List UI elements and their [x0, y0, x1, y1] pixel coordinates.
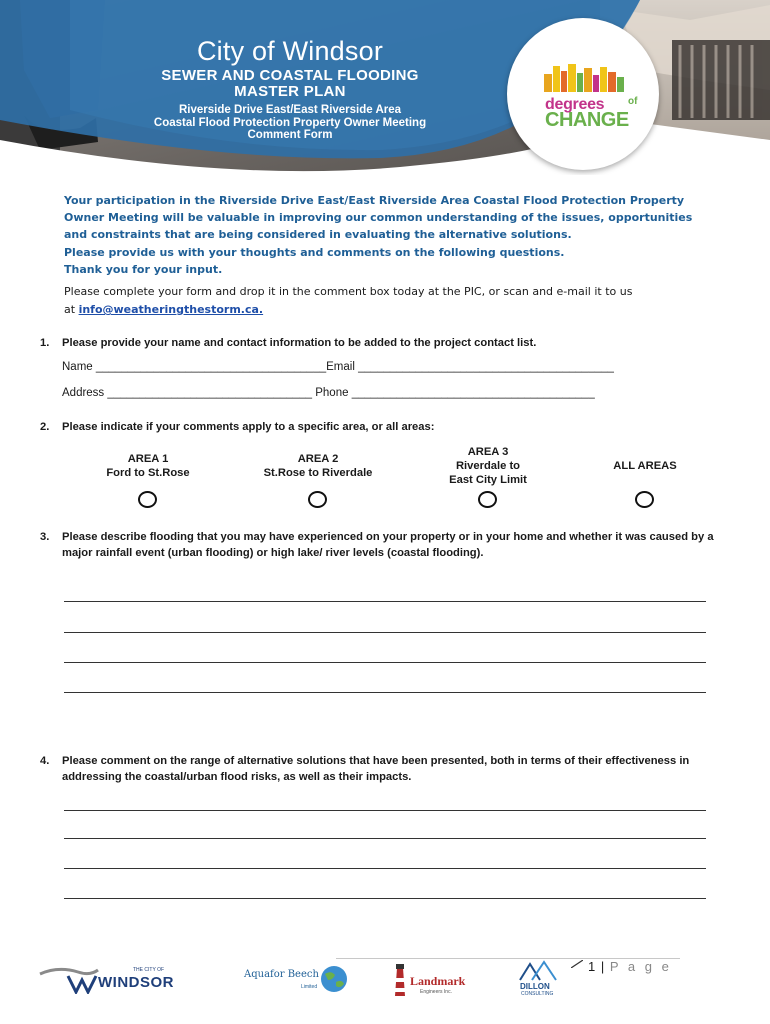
landmark-subtext: Engineers Inc.	[420, 989, 452, 995]
area-range: Ford to St.Rose	[106, 467, 190, 479]
q4-answer-line-1[interactable]	[64, 810, 706, 811]
windsor-small-text: THE CITY OF	[133, 967, 165, 973]
aquafor-beech-logo	[243, 962, 353, 996]
question-number: 2.	[40, 421, 50, 433]
question-text: Please indicate if your comments apply to a specific area, or all areas:	[62, 421, 435, 433]
skyline-icon	[540, 62, 630, 92]
globe-icon	[319, 964, 349, 994]
address-phone-field[interactable]: Address ________________________________ Phone ______________________________________	[62, 387, 595, 399]
slash-icon	[571, 960, 583, 968]
area-2-radio[interactable]	[308, 491, 327, 508]
logo-word-degrees: degrees	[545, 96, 605, 113]
area-title: AREA 1	[127, 453, 169, 465]
aquafor-wordmark: Aquafor Beech	[244, 969, 319, 980]
plan-title-line-1: SEWER AND COASTAL FLOODING	[161, 67, 419, 84]
area-title: AREA 2	[297, 453, 339, 465]
degrees-of-change-logo	[507, 18, 659, 170]
dillon-subtext: CONSULTING	[521, 991, 554, 997]
q4-answer-line-4[interactable]	[64, 898, 706, 899]
city-title: City of Windsor	[196, 36, 384, 66]
q3-answer-line-1[interactable]	[64, 601, 706, 602]
dillon-consulting-logo	[512, 960, 572, 998]
dillon-mark-icon	[518, 960, 562, 982]
all-areas-radio[interactable]	[635, 491, 654, 508]
dillon-wordmark: DILLON	[520, 982, 550, 991]
area-range-2: East City Limit	[449, 474, 527, 486]
page-separator: |	[596, 959, 610, 974]
city-of-windsor-logo	[38, 964, 203, 994]
question-number: 3.	[40, 531, 50, 543]
area-range: Riverdale to	[455, 460, 521, 472]
logo-word-change: CHANGE	[545, 109, 629, 131]
question-2	[40, 419, 730, 435]
banner-title-block	[110, 36, 470, 142]
q4-answer-line-2[interactable]	[64, 838, 706, 839]
meeting-title-line-3: Comment Form	[247, 129, 333, 141]
question-4	[40, 753, 730, 785]
landmark-engineers-logo	[388, 962, 488, 1000]
windsor-wordmark: WINDSOR	[98, 974, 174, 991]
area-1-label	[88, 452, 208, 480]
page-number	[588, 959, 672, 974]
question-number: 1.	[40, 337, 50, 349]
instructions-at: at	[64, 303, 79, 316]
email-link[interactable]: info@weatheringthestorm.ca.	[78, 303, 264, 316]
header-banner	[0, 0, 770, 175]
meeting-title-line-1: Riverside Drive East/East Riverside Area	[178, 104, 402, 116]
area-title: ALL AREAS	[613, 460, 677, 472]
page-word: P a g e	[609, 959, 672, 974]
all-areas-label	[590, 459, 700, 473]
q3-answer-line-2[interactable]	[64, 632, 706, 633]
area-3-label	[428, 445, 548, 487]
question-text: Please comment on the range of alternative solutions that have been presented, both in terms of their effectiveness in addressing the coastal/urban flood risks, as well as their impacts.	[62, 755, 690, 783]
question-number: 4.	[40, 755, 50, 767]
intro-line: Your participation in the Riverside Drive East/East Riverside Area Coastal Flood Protection Property	[64, 194, 685, 207]
intro-line: Thank you for your input.	[64, 262, 223, 276]
intro-line: Owner Meeting will be valuable in improving our common understanding of the issues, opportunities	[64, 211, 693, 225]
logo-word-of: of	[628, 96, 638, 107]
intro-line: Please provide us with your thoughts and comments on the following questions.	[64, 245, 565, 259]
q3-answer-line-4[interactable]	[64, 692, 706, 693]
area-1-radio[interactable]	[138, 491, 157, 508]
area-3-radio[interactable]	[478, 491, 497, 508]
q4-answer-line-3[interactable]	[64, 868, 706, 869]
instructions-line: Please complete your form and drop it in the comment box today at the PIC, or scan and e-mail it to us	[64, 285, 633, 298]
windsor-swoosh-icon	[38, 964, 100, 994]
question-3	[40, 529, 730, 561]
landmark-wordmark: Landmark	[410, 974, 466, 988]
question-text: Please provide your name and contact information to be added to the project contact list.	[62, 337, 537, 349]
instructions	[64, 283, 724, 319]
aquafor-subtext: Limited	[301, 984, 318, 990]
lighthouse-icon	[390, 962, 410, 998]
question-text: Please describe flooding that you may have experienced on your property or in your home and whether it was caused by a major rainfall event (urban flooding) or high lake/ river levels (coastal flooding).	[62, 531, 714, 559]
intro-paragraph	[64, 192, 724, 278]
plan-title-line-2: MASTER PLAN	[234, 83, 346, 100]
instructions-line-2	[64, 301, 724, 319]
area-2-label	[243, 452, 393, 480]
question-1	[40, 335, 730, 351]
meeting-title-line-2: Coastal Flood Protection Property Owner Meeting	[153, 116, 427, 129]
page-number-value: 1	[588, 959, 597, 974]
q3-answer-line-3[interactable]	[64, 662, 706, 663]
area-title: AREA 3	[467, 446, 509, 458]
name-email-field[interactable]: Name ____________________________________Email ________________________________________	[62, 361, 614, 373]
intro-line: and constraints that are being considered in evaluating the alternative solutions.	[64, 228, 572, 242]
area-range: St.Rose to Riverdale	[263, 467, 373, 479]
